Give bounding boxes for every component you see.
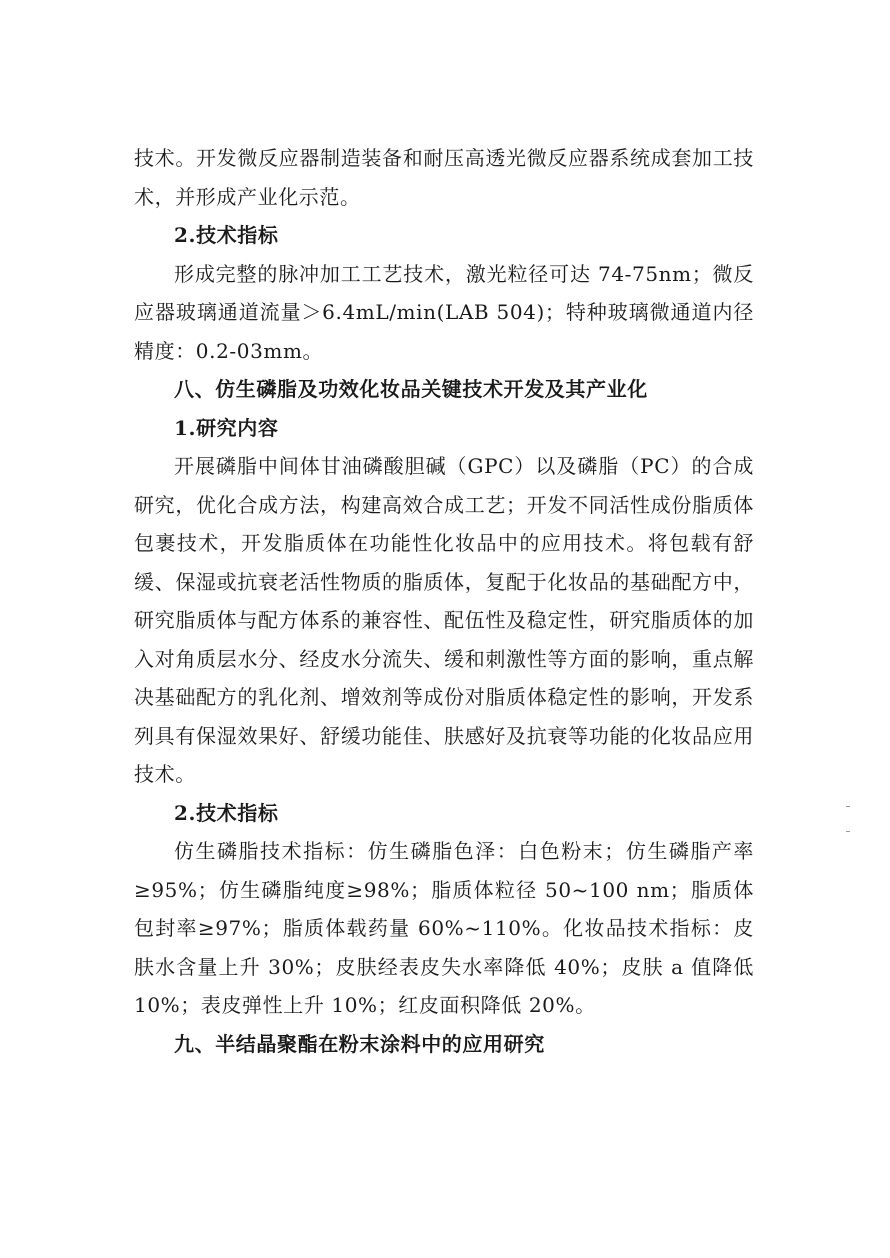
heading-tech-indicators-1: 2.技术指标 [174,223,279,247]
scan-mark [846,831,850,832]
heading-research-content: 1.研究内容 [174,415,279,440]
section-heading-8: 八、仿生磷脂及功效化妆品关键技术开发及其产业化 [174,377,648,401]
scan-mark [846,806,850,807]
paragraph-tech-indicators-1: 形成完整的脉冲加工工艺技术，激光粒径可达 74-75nm；微反应器玻璃通道流量＞6.4mL/min(LAB 504)；特种玻璃微通道内径精度：0.2-03mm。 [134,261,754,363]
paragraph-tech-indicators-2: 仿生磷脂技术指标：仿生磷脂色泽：白色粉末；仿生磷脂产率≥95%；仿生磷脂纯度≥98%；脂质体粒径 50~100 nm；脂质体包封率≥97%；脂质体载药量 60%~110%。化妆品技术指标：皮肤水含量上升 30%；皮肤经表皮失水率降低 40%；皮肤 a 值降低 10%；表皮弹性上升 10%；红皮面积降低 20%。 [134,839,754,1017]
section-heading-9: 九、半结晶聚酯在粉末涂料中的应用研究 [174,1031,545,1056]
paragraph-intro: 技术。开发微反应器制造装备和耐压高透光微反应器系统成套加工技术，并形成产业化示范。 [134,146,754,209]
paragraph-research-content: 开展磷脂中间体甘油磷酸胆碱（GPC）以及磷脂（PC）的合成研究，优化合成方法，构建高效合成工艺；开发不同活性成份脂质体包裹技术，开发脂质体在功能性化妆品中的应用技术。将包载有舒缓、保湿或抗衰老活性物质的脂质体，复配于化妆品的基础配方中，研究脂质体与配方体系的兼容性、配伍性及稳定性，研究脂质体的加入对角质层水分、经皮水分流失、缓和刺激性等方面的影响，重点解决基础配方的乳化剂、增效剂等成份对脂质体稳定性的影响，开发系列具有保湿效果好、舒缓功能佳、肤感好及抗衰等功能的化妆品应用技术。 [134,454,754,786]
heading-tech-indicators-2: 2.技术指标 [174,800,279,825]
document-body [134,139,754,1063]
